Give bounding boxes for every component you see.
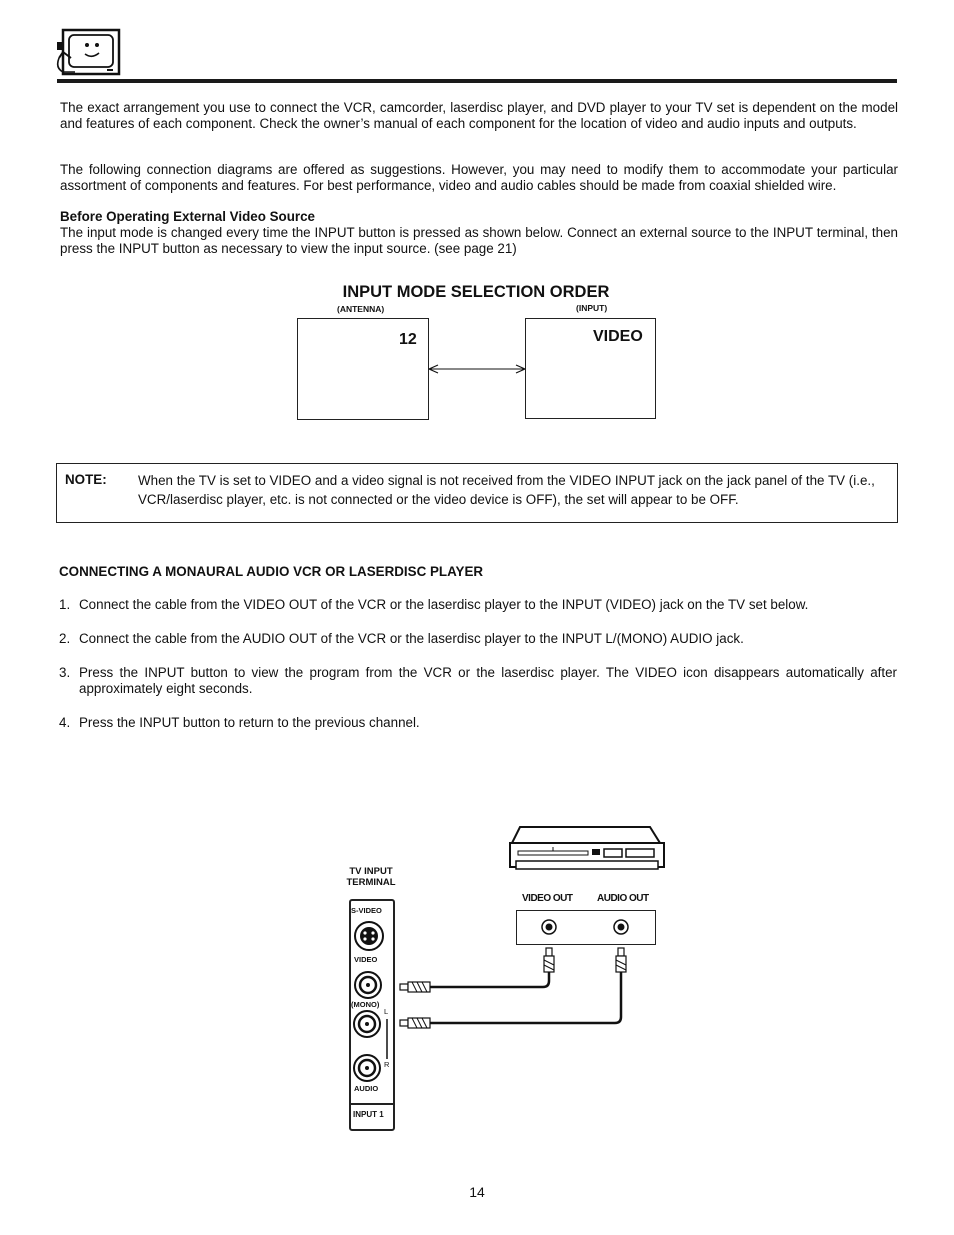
intro-paragraph-2: The following connection diagrams are offered as suggestions. However, you may need to modify them to accommodate your particular assortment of components and features. For best performance, video and audio cables should be made from coaxial shielded wire.	[60, 162, 898, 193]
tv-video-plug-icon	[400, 982, 430, 992]
audio-left-jack-icon	[354, 1011, 380, 1037]
mono-label: (MONO)	[351, 1000, 380, 1009]
video-out-jack-icon	[542, 920, 556, 934]
video-jack-label: VIDEO	[354, 955, 378, 964]
input-mode-value: VIDEO	[593, 328, 643, 345]
tv-input-terminal-label	[330, 866, 412, 888]
step-number: 4.	[59, 715, 71, 730]
before-operating-title: Before Operating External Video Source	[60, 209, 315, 224]
left-channel-label: L	[384, 1007, 389, 1016]
before-operating-text: The input mode is changed every time the INPUT button is pressed as shown below. Connect an external source to the INPUT terminal, then press the INPUT button as necessary to view the input source. (see page 21)	[60, 225, 898, 256]
audio-out-label: AUDIO OUT	[597, 893, 649, 904]
tv-audio-plug-icon	[400, 1018, 430, 1028]
tv-input-label-line-2: TERMINAL	[346, 877, 396, 888]
page-number: 14	[469, 1184, 485, 1200]
tv-input-label-line-1: TV INPUT	[349, 866, 393, 877]
audio-label: AUDIO	[354, 1084, 379, 1093]
step-text: Connect the cable from the VIDEO OUT of the VCR or the laserdisc player to the INPUT (VIDEO) jack on the TV set below.	[79, 597, 809, 612]
video-cable-plug-icon	[544, 948, 554, 972]
input-caption: (INPUT)	[576, 303, 608, 313]
audio-cable-plug-icon	[616, 948, 626, 972]
step-item	[59, 597, 897, 613]
antenna-channel-value: 12	[399, 331, 417, 348]
header-rule	[57, 79, 897, 83]
step-item	[59, 665, 897, 697]
audio-right-jack-icon	[354, 1055, 380, 1081]
section-title: CONNECTING A MONAURAL AUDIO VCR OR LASERDISC PLAYER	[59, 564, 484, 579]
vcr-icon	[508, 825, 666, 873]
antenna-mode-box	[297, 318, 429, 420]
step-number: 1.	[59, 597, 71, 612]
note-label: NOTE:	[65, 472, 107, 487]
step-text: Press the INPUT button to view the program from the VCR or the laserdisc player. The VIDEO icon disappears automatically after approximately eight seconds.	[79, 665, 897, 696]
before-operating-section	[60, 209, 898, 257]
step-text: Connect the cable from the AUDIO OUT of the VCR or the laserdisc player to the INPUT L/(MONO) AUDIO jack.	[79, 631, 744, 646]
connection-cables	[398, 915, 668, 1035]
video-out-label: VIDEO OUT	[522, 893, 573, 904]
step-item	[59, 631, 897, 647]
input-1-label: INPUT 1	[353, 1110, 384, 1119]
s-video-jack-icon	[355, 922, 383, 950]
antenna-caption: (ANTENNA)	[337, 304, 385, 314]
tv-mascot-icon	[55, 28, 121, 76]
step-number: 2.	[59, 631, 71, 646]
step-number: 3.	[59, 665, 71, 680]
step-text: Press the INPUT button to return to the previous channel.	[79, 715, 420, 730]
input-mode-box	[525, 318, 656, 419]
intro-paragraph-1: The exact arrangement you use to connect the VCR, camcorder, laserdisc player, and DVD player to your TV set is dependent on the model and features of each component. Check the owner’s manual of each component for the location of video and audio inputs and outputs.	[60, 100, 898, 131]
input-mode-title: INPUT MODE SELECTION ORDER	[342, 283, 610, 301]
note-text: When the TV is set to VIDEO and a video signal is not received from the VIDEO INPUT jack on the jack panel of the TV (i.e., VCR/laserdisc player, etc. is not connected or the video device is OFF), the set will appear to be OFF.	[138, 473, 875, 507]
audio-out-jack-icon	[614, 920, 628, 934]
note-box	[56, 463, 898, 523]
video-jack-icon	[355, 972, 381, 998]
double-arrow-icon	[427, 362, 527, 376]
s-video-label: S-VIDEO	[351, 906, 382, 915]
step-item	[59, 715, 897, 731]
right-channel-label: R	[384, 1060, 390, 1069]
tv-input-jacks	[349, 899, 397, 1131]
